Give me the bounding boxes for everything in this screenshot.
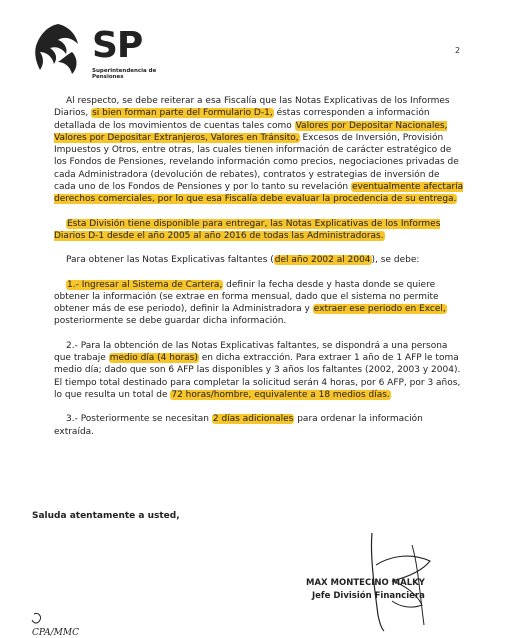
highlight-valores: Valores por Depositar Nacionales, Valores por Depositar Extranjeros, Valores en Tránsito, [54,120,448,143]
paragraph-3 [54,254,464,266]
highlight-anos: del año 2002 al 2004 [274,255,371,266]
logo-subtitle: Superintendencia de Pensiones [92,68,157,80]
highlight-medio-dia: medio día (4 horas) [109,353,198,364]
paragraph-4 [54,279,464,328]
paragraph-3-text-b: ), se debe: [371,255,420,266]
paragraph-1-text-a: Al respecto, se debe reiterar a esa Fiscalía que las Notas Explicativas de los Informes Diarios, [54,96,450,119]
highlight-formulario: si bien forman parte del Formulario D-1, [92,108,273,119]
paragraph-1-text-b: éstas corresponden a información detallada de los movimientos de cuentas tales como [54,108,430,131]
paragraph-4-text-b: posteriormente se debe guardar dicha información. [54,316,287,327]
letter-body [54,95,464,452]
signatory-name: MAX MONTECINO MALKY [306,578,425,588]
paragraph-5-text-b: en dicha extracción. Para extraer 1 año de 1 AFP le toma medio día; dado que son 6 AFP las disponibles y 3 años los faltantes (2002, 2003 y 2004). El tiempo total destinado para completar la solicitud serán 4 horas, por 6 AFP, por 3 años, lo que resulta un total de [54,353,461,400]
sp-logo [28,20,168,80]
paragraph-5 [54,340,464,401]
highlight-horas-hombre: 72 horas/hombre, equivalente a 18 medios días. [171,389,390,400]
highlight-excel: extraer ese periodo en Excel, [313,304,446,315]
highlight-sistema: 1.- Ingresar al Sistema de Cartera, [67,279,223,290]
highlight-derechos: eventualmente afectaría derechos comerciales, por lo que esa Fiscalía debe evaluar la procedencia de su entrega. [54,182,464,205]
closing-salutation: Saluda atentamente a usted, [32,511,180,521]
paragraph-2 [54,218,464,243]
page-number: 2 [455,46,461,55]
paragraph-6 [54,413,464,438]
paragraph-1 [54,95,464,206]
paragraph-3-text-a: Para obtener las Notas Explicativas faltantes ( [66,255,274,266]
paragraph-1-text-c: Excesos de Inversión, Provisión Impuestos y Otros, entre otras, las cuales tienen información de carácter estratégico de los Fondos de Pensiones, revelando información como precios, negociaciones privadas de cada Administradora (devolución de rebates), contratos y estrategias de inversión de cada uno de los Fondos de Pensiones y por lo tanto su revelación [54,132,459,193]
highlight-dias: 2 días adicionales [212,414,294,425]
paragraph-6-text-a: 3.- Posteriormente se necesitan [66,414,212,425]
initials-text: CPA/MMC [32,628,79,638]
logo-text: SP [92,25,143,66]
signatory-title: Jefe División Financiera [312,591,425,601]
sp-emblem-icon [28,20,88,80]
initials-handwritten [28,610,88,638]
highlight-disponible: Esta División tiene disponible para entregar, las Notas Explicativas de los Informes Diarios D-1 desde el año 2005 al año 2016 de todas las Administradoras. [54,218,441,241]
paragraph-6-text-b: para ordenar la información extraída. [54,414,423,437]
paragraph-4-text-a: definir la fecha desde y hasta donde se quiere obtener la información (se extrae en forma mensual, dado que el sistema no permite obtener más de ese periodo), definir la Administradora y [54,279,439,315]
paragraph-5-text-a: 2.- Para la obtención de las Notas Explicativas faltantes, se dispondrá a una persona que trabaje [54,340,448,364]
